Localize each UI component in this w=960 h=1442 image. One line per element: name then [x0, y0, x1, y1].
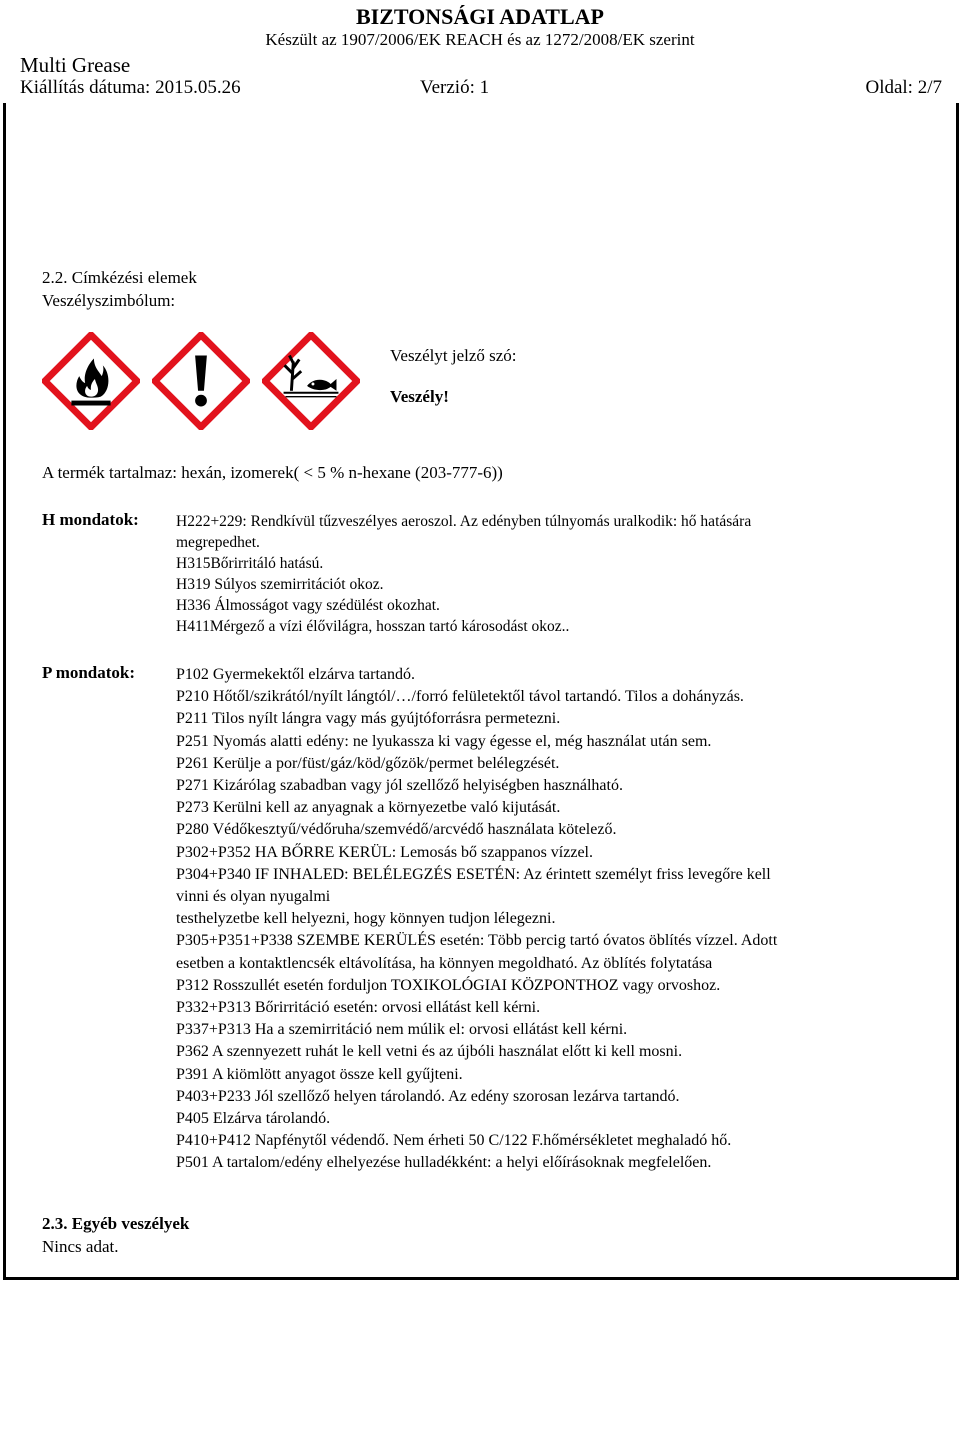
p-statement-line: P332+P313 Bőrirritáció esetén: orvosi ellátást kell kérni. [176, 999, 541, 1017]
environment-icon [262, 332, 360, 430]
p-statements-label: P mondatok: [42, 663, 136, 682]
issue-date: Kiállítás dátuma: 2015.05.26 [20, 77, 241, 98]
p-statement-line: P403+P233 Jól szellőző helyen tárolandó. Az edény szorosan lezárva tartandó. [176, 1087, 680, 1105]
h-statements-label: H mondatok: [42, 510, 139, 529]
p-statement-line: P410+P412 Napfénytől védendő. Nem érheti 50 C/122 F.hőmérsékletet meghaladó hő. [176, 1132, 732, 1150]
exclamation-icon [152, 332, 250, 430]
p-statement-line: P362 A szennyezett ruhát le kell vetni és az újbóli használat előtt ki kell mosni. [176, 1043, 683, 1061]
page-number: Oldal: 2/7 [865, 77, 942, 98]
other-hazards-text: Nincs adat. [42, 1237, 119, 1256]
p-statement-line: P304+P340 IF INHALED: BELÉLEGZÉS ESETÉN: Az érintett személyt friss levegőre kell [176, 865, 771, 883]
p-statement-line: P102 Gyermekektől elzárva tartandó. [176, 666, 416, 683]
p-statement-line: P251 Nyomás alatti edény: ne lyukassza ki vagy égesse el, még használat után sem. [176, 732, 712, 750]
signal-word: Veszély! [390, 387, 449, 406]
document-title: BIZTONSÁGI ADATLAP [356, 4, 604, 29]
product-name: Multi Grease [20, 53, 131, 77]
p-statement-line: P261 Kerülje a por/füst/gáz/köd/gőzök/permet belélegzését. [176, 754, 560, 772]
document-subtitle: Készült az 1907/2006/EK REACH és az 1272/2008/EK szerint [265, 30, 695, 49]
p-statement-line: P273 Kerülni kell az anyagnak a környezetbe való kijutását. [176, 799, 561, 817]
flame-icon [42, 332, 140, 430]
p-statement-line: P305+P351+P338 SZEMBE KERÜLÉS esetén: Több percig tartó óvatos öblítés vízzel. Adott [176, 932, 778, 950]
p-statement-line: P280 Védőkesztyű/védőruha/szemvédő/arcvédő használata kötelező. [176, 821, 617, 839]
p-statement-line: P501 A tartalom/edény elhelyezése hulladékként: a helyi előírásoknak megfelelően. [176, 1154, 712, 1172]
p-statement-line: P211 Tilos nyílt lángra vagy más gyújtóforrásra permetezni. [176, 710, 561, 728]
h-statements-list [176, 511, 751, 637]
p-statement-line: testhelyzetbe kell helyezni, hogy könnyen tudjon lélegezni. [176, 910, 556, 928]
p-statement-line: esetben a kontaktlencsék eltávolítása, ha könnyen megoldható. Az öblítés folytatása [176, 954, 713, 972]
p-statement-line: P312 Rosszullét esetén forduljon TOXIKOLÓGIAI KÖZPONTHOZ vagy orvoshoz. [176, 976, 721, 994]
p-statements-list [176, 664, 777, 1175]
signal-word-label: Veszélyt jelző szó: [390, 346, 517, 365]
p-statement-line: P271 Kizárólag szabadban vagy jól szellőző helyiségben használható. [176, 777, 623, 795]
h-statement-line: H315Bőrirritáló hatású. [176, 555, 324, 572]
version-label: Verzió: 1 [420, 77, 490, 98]
h-statement-line: H411Mérgező a vízi élővilágra, hosszan tartó károsodást okoz.. [176, 618, 570, 635]
section-2-2-heading: 2.2. Címkézési elemek [42, 268, 197, 287]
h-statement-line: H319 Súlyos szemirritációt okoz. [176, 576, 384, 593]
p-statement-line: P210 Hőtől/szikrától/nyílt lángtól/…/forró felületektől távol tartandó. Tilos a dohányzás. [176, 688, 744, 706]
contains-statement: A termék tartalmaz: hexán, izomerek( < 5 % n-hexane (203-777-6)) [42, 463, 503, 482]
p-statement-line: vinni és olyan nyugalmi [176, 888, 331, 906]
symbol-label: Veszélyszimbólum: [42, 291, 176, 310]
p-statement-line: P337+P313 Ha a szemirritáció nem múlik el: orvosi ellátást kell kérni. [176, 1021, 628, 1039]
h-statement-line: megrepedhet. [176, 534, 260, 551]
section-2-3-heading: 2.3. Egyéb veszélyek [42, 1214, 190, 1233]
h-statement-line: H222+229: Rendkívül tűzveszélyes aeroszol. Az edényben túlnyomás uralkodik: hő hatására [176, 513, 752, 530]
p-statement-line: P405 Elzárva tárolandó. [176, 1110, 331, 1128]
h-statement-line: H336 Álmosságot vagy szédülést okozhat. [176, 597, 440, 614]
p-statement-line: P391 A kiömlött anyagot össze kell gyűjteni. [176, 1065, 463, 1083]
p-statement-line: P302+P352 HA BŐRRE KERÜL: Lemosás bő szappanos vízzel. [176, 843, 593, 861]
